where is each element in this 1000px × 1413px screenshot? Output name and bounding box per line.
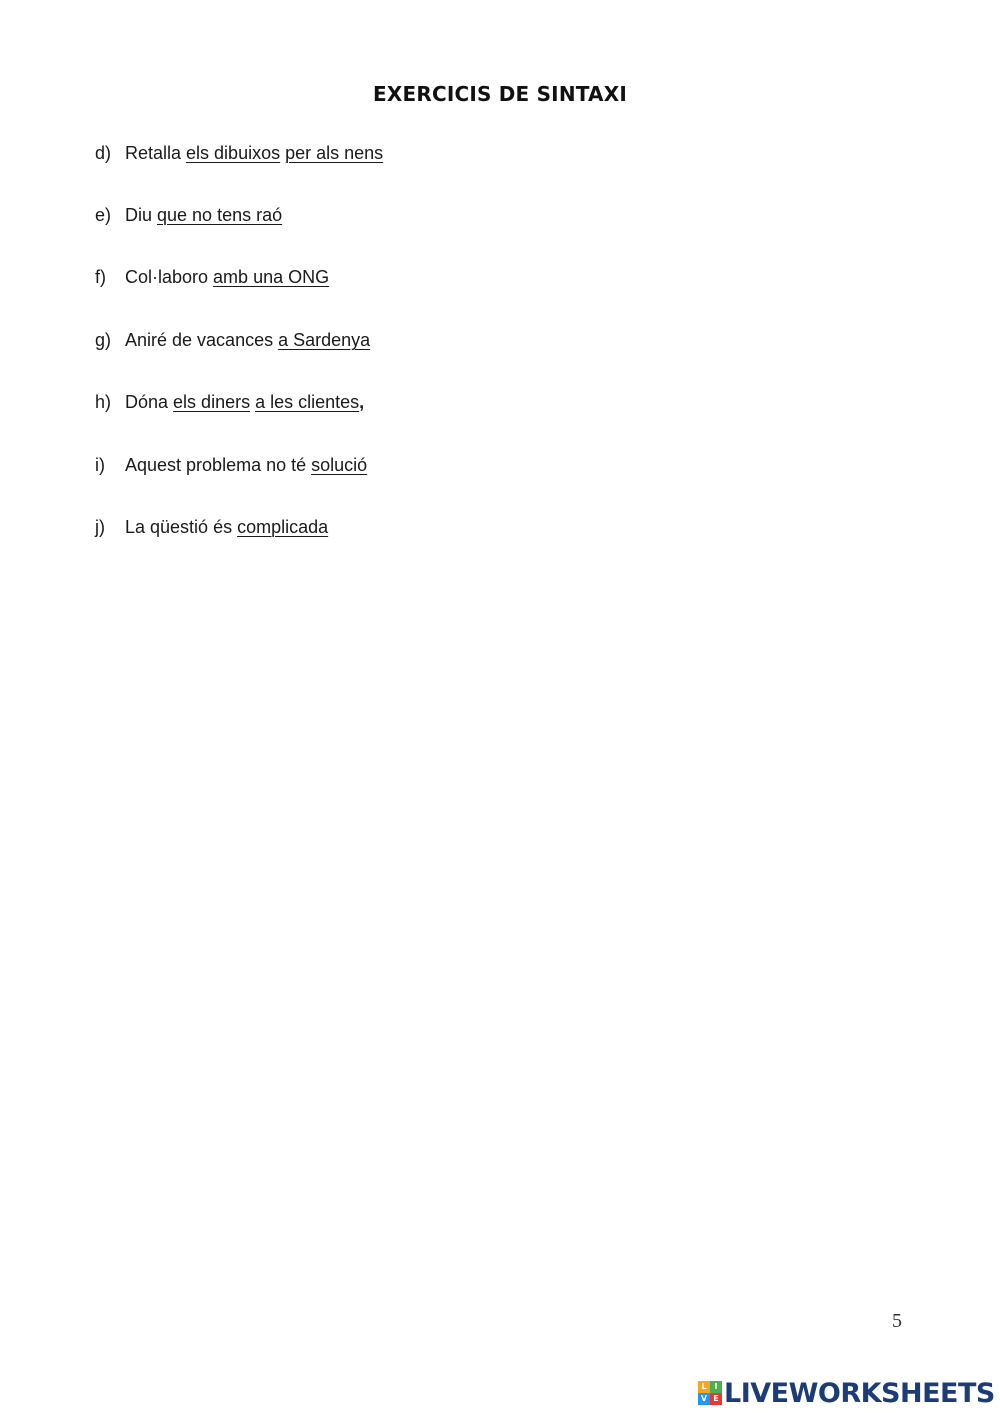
logo-letter-e: E bbox=[710, 1393, 722, 1405]
exercise-item-i bbox=[95, 454, 367, 476]
logo-letter-i: I bbox=[710, 1381, 722, 1393]
brand-text: LIVEWORKSHEETS bbox=[724, 1377, 995, 1409]
item-letter: j) bbox=[95, 517, 105, 537]
item-text: La qüestió és bbox=[125, 517, 238, 537]
item-text: Aniré de vacances bbox=[125, 330, 279, 350]
underlined-phrase: els dibuixos bbox=[186, 143, 281, 163]
logo-letter-l: L bbox=[698, 1381, 710, 1393]
item-text: Dóna bbox=[125, 392, 174, 412]
item-text: Diu bbox=[125, 205, 158, 225]
liveworksheets-logo-icon bbox=[698, 1381, 722, 1405]
item-text: Retalla bbox=[125, 143, 187, 163]
underlined-phrase: a les clientes bbox=[255, 392, 360, 412]
exercise-item-j bbox=[95, 516, 328, 538]
item-letter: f) bbox=[95, 267, 106, 287]
exercise-item-h bbox=[95, 391, 364, 413]
logo-letter-v: V bbox=[698, 1393, 710, 1405]
underlined-phrase: solució bbox=[311, 455, 368, 475]
exercise-item-g bbox=[95, 329, 370, 351]
underlined-phrase: que no tens raó bbox=[157, 205, 283, 225]
item-letter: h) bbox=[95, 392, 112, 412]
page-title: EXERCICIS DE SINTAXI bbox=[373, 82, 627, 106]
underlined-phrase: per als nens bbox=[285, 143, 384, 163]
exercise-item-f bbox=[95, 266, 329, 288]
item-text: Col·laboro bbox=[125, 267, 214, 287]
underlined-phrase: els diners bbox=[173, 392, 251, 412]
underlined-phrase: a Sardenya bbox=[278, 330, 371, 350]
item-text: Aquest problema no té bbox=[125, 455, 312, 475]
item-letter: g) bbox=[95, 330, 112, 350]
page-number: 5 bbox=[892, 1310, 902, 1332]
liveworksheets-brand bbox=[698, 1376, 995, 1410]
underlined-phrase: amb una ONG bbox=[213, 267, 330, 287]
underlined-phrase: complicada bbox=[237, 517, 329, 537]
exercise-item-d bbox=[95, 142, 383, 164]
item-letter: d) bbox=[95, 143, 112, 163]
exercise-item-e bbox=[95, 204, 282, 226]
item-letter: e) bbox=[95, 205, 112, 225]
item-text: , bbox=[359, 392, 365, 412]
item-letter: i) bbox=[95, 455, 105, 475]
